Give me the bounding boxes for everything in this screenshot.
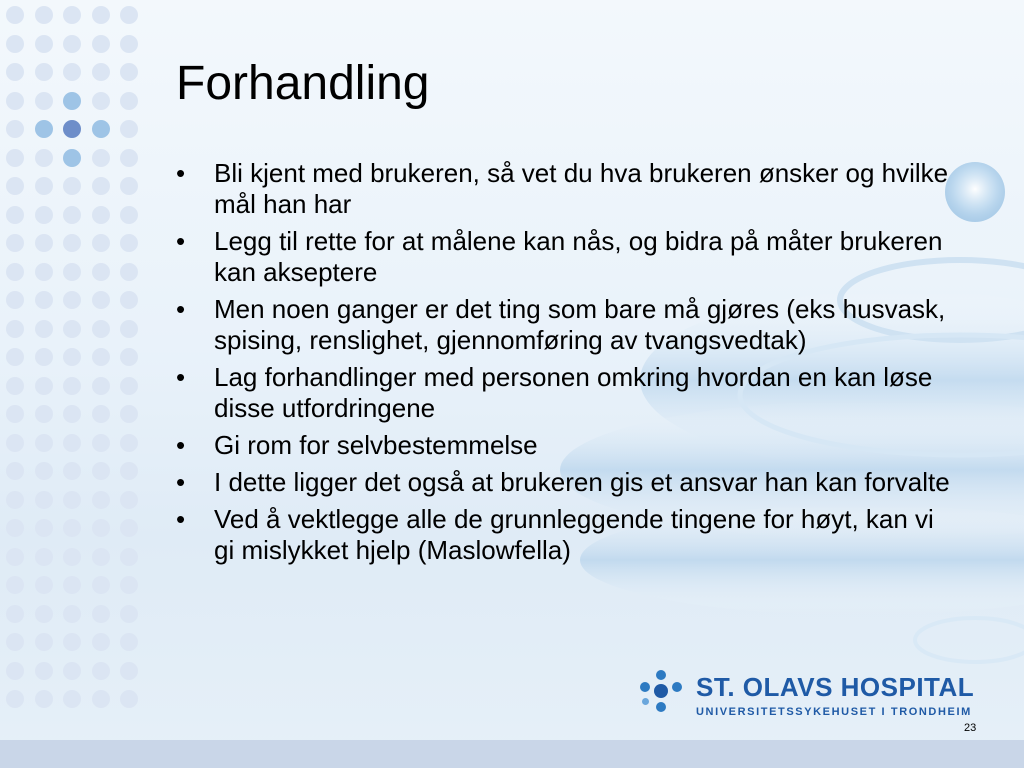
decorative-dot: [6, 491, 24, 509]
bullet-item: • I dette ligger det også at brukeren gis et ansvar han kan forvalte: [176, 467, 956, 498]
decorative-dot: [120, 434, 138, 452]
decorative-dot: [120, 633, 138, 651]
decorative-dot: [92, 377, 110, 395]
decorative-dot: [63, 462, 81, 480]
decorative-dot: [35, 405, 53, 423]
decorative-dot: [120, 35, 138, 53]
decorative-dot: [92, 548, 110, 566]
decorative-dot: [63, 519, 81, 537]
decorative-dot: [92, 234, 110, 252]
decorative-dot: [92, 434, 110, 452]
decorative-dot: [6, 605, 24, 623]
decorative-dot: [63, 291, 81, 309]
decorative-dot: [63, 605, 81, 623]
decorative-dot: [63, 206, 81, 224]
decorative-dot: [35, 348, 53, 366]
decorative-dot: [63, 576, 81, 594]
decorative-dot: [35, 662, 53, 680]
decorative-dot: [35, 491, 53, 509]
decorative-dot: [92, 35, 110, 53]
decorative-dot: [120, 177, 138, 195]
decorative-dot: [92, 63, 110, 81]
decorative-dot: [92, 462, 110, 480]
decorative-dot: [120, 92, 138, 110]
decorative-dot: [120, 63, 138, 81]
decorative-dot: [120, 405, 138, 423]
decorative-dot: [35, 177, 53, 195]
decorative-dot: [92, 348, 110, 366]
decorative-dot: [6, 462, 24, 480]
decorative-dot: [63, 434, 81, 452]
decorative-dot: [6, 263, 24, 281]
decorative-dot: [35, 120, 53, 138]
decorative-dot: [35, 605, 53, 623]
decorative-dot: [35, 63, 53, 81]
decorative-dot: [63, 633, 81, 651]
decorative-dot: [35, 462, 53, 480]
decorative-dot: [92, 320, 110, 338]
decorative-dot: [6, 63, 24, 81]
decorative-dot-grid: [0, 0, 150, 740]
decorative-dot: [6, 662, 24, 680]
decorative-dot: [6, 177, 24, 195]
decorative-dot: [120, 120, 138, 138]
decorative-dot: [35, 234, 53, 252]
decorative-dot: [63, 63, 81, 81]
decorative-dot: [35, 35, 53, 53]
decorative-dot: [92, 177, 110, 195]
decorative-dot: [92, 120, 110, 138]
decorative-dot: [63, 120, 81, 138]
decorative-dot: [6, 206, 24, 224]
decorative-dot: [35, 291, 53, 309]
decorative-dot: [92, 491, 110, 509]
decorative-dot: [92, 633, 110, 651]
decorative-dot: [120, 149, 138, 167]
decorative-dot: [35, 576, 53, 594]
decorative-dot: [120, 206, 138, 224]
decorative-dot: [120, 291, 138, 309]
decorative-dot: [92, 6, 110, 24]
decorative-dot: [120, 605, 138, 623]
decorative-dot: [63, 149, 81, 167]
decorative-dot: [35, 633, 53, 651]
bullet-item: • Legg til rette for at målene kan nås, og bidra på måter brukeren kan akseptere: [176, 226, 956, 288]
decorative-dot: [6, 519, 24, 537]
dots-cross-logo-icon: [636, 668, 686, 718]
bullet-list: [176, 158, 956, 572]
decorative-dot: [92, 576, 110, 594]
decorative-dot: [120, 519, 138, 537]
bullet-item: • Lag forhandlinger med personen omkring hvordan en kan løse disse utfordringene: [176, 362, 956, 424]
decorative-dot: [92, 519, 110, 537]
bullet-item: • Ved å vektlegge alle de grunnleggende tingene for høyt, kan vi gi mislykket hjelp (Maslowfella): [176, 504, 956, 566]
decorative-dot: [63, 320, 81, 338]
decorative-dot: [120, 6, 138, 24]
decorative-dot: [63, 548, 81, 566]
decorative-dot: [92, 690, 110, 708]
decorative-dot: [120, 320, 138, 338]
decorative-dot: [35, 92, 53, 110]
decorative-dot: [35, 206, 53, 224]
decorative-dot: [63, 177, 81, 195]
logo-name: ST. OLAVS HOSPITAL: [696, 672, 975, 702]
decorative-dot: [63, 348, 81, 366]
decorative-dot: [6, 92, 24, 110]
decorative-dot: [63, 6, 81, 24]
decorative-dot: [120, 491, 138, 509]
decorative-dot: [63, 662, 81, 680]
decorative-dot: [6, 6, 24, 24]
decorative-dot: [63, 35, 81, 53]
decorative-dot: [92, 605, 110, 623]
decorative-dot: [92, 92, 110, 110]
decorative-dot: [63, 690, 81, 708]
logo-subtitle: UNIVERSITETSSYKEHUSET I TRONDHEIM: [696, 706, 972, 718]
decorative-dot: [6, 576, 24, 594]
decorative-dot: [63, 234, 81, 252]
decorative-dot: [6, 548, 24, 566]
decorative-dot: [92, 405, 110, 423]
decorative-dot: [92, 206, 110, 224]
decorative-dot: [35, 377, 53, 395]
decorative-dot: [6, 405, 24, 423]
decorative-dot: [120, 462, 138, 480]
decorative-dot: [6, 690, 24, 708]
decorative-dot: [35, 263, 53, 281]
decorative-dot: [35, 434, 53, 452]
decorative-dot: [35, 320, 53, 338]
decorative-dot: [6, 234, 24, 252]
decorative-dot: [6, 35, 24, 53]
decorative-dot: [120, 348, 138, 366]
decorative-dot: [6, 348, 24, 366]
decorative-dot: [35, 548, 53, 566]
decorative-dot: [35, 519, 53, 537]
bullet-item: • Gi rom for selvbestemmelse: [176, 430, 956, 461]
decorative-dot: [63, 491, 81, 509]
bullet-item: • Bli kjent med brukeren, så vet du hva brukeren ønsker og hvilke mål han har: [176, 158, 956, 220]
hospital-logo: [636, 668, 996, 720]
decorative-dot: [92, 662, 110, 680]
decorative-dot: [120, 548, 138, 566]
decorative-dot: [120, 690, 138, 708]
page-number: 23: [964, 722, 977, 734]
decorative-dot: [92, 263, 110, 281]
decorative-dot: [120, 377, 138, 395]
decorative-dot: [6, 291, 24, 309]
bullet-item: • Men noen ganger er det ting som bare må gjøres (eks husvask, spising, renslighet, gjennomføring av tvangsvedtak): [176, 294, 956, 356]
decorative-dot: [35, 690, 53, 708]
decorative-dot: [6, 120, 24, 138]
bottom-band: [0, 740, 1024, 768]
slide-title: Forhandling: [176, 57, 430, 110]
decorative-dot: [63, 377, 81, 395]
decorative-dot: [92, 291, 110, 309]
decorative-dot: [6, 377, 24, 395]
decorative-dot: [35, 6, 53, 24]
decorative-dot: [63, 92, 81, 110]
decorative-dot: [35, 149, 53, 167]
decorative-dot: [6, 633, 24, 651]
decorative-dot: [120, 662, 138, 680]
decorative-dot: [6, 149, 24, 167]
decorative-dot: [92, 149, 110, 167]
decorative-dot: [63, 263, 81, 281]
decorative-dot: [120, 234, 138, 252]
decorative-dot: [6, 320, 24, 338]
decorative-dot: [63, 405, 81, 423]
decorative-dot: [120, 576, 138, 594]
decorative-dot: [120, 263, 138, 281]
decorative-dot: [6, 434, 24, 452]
